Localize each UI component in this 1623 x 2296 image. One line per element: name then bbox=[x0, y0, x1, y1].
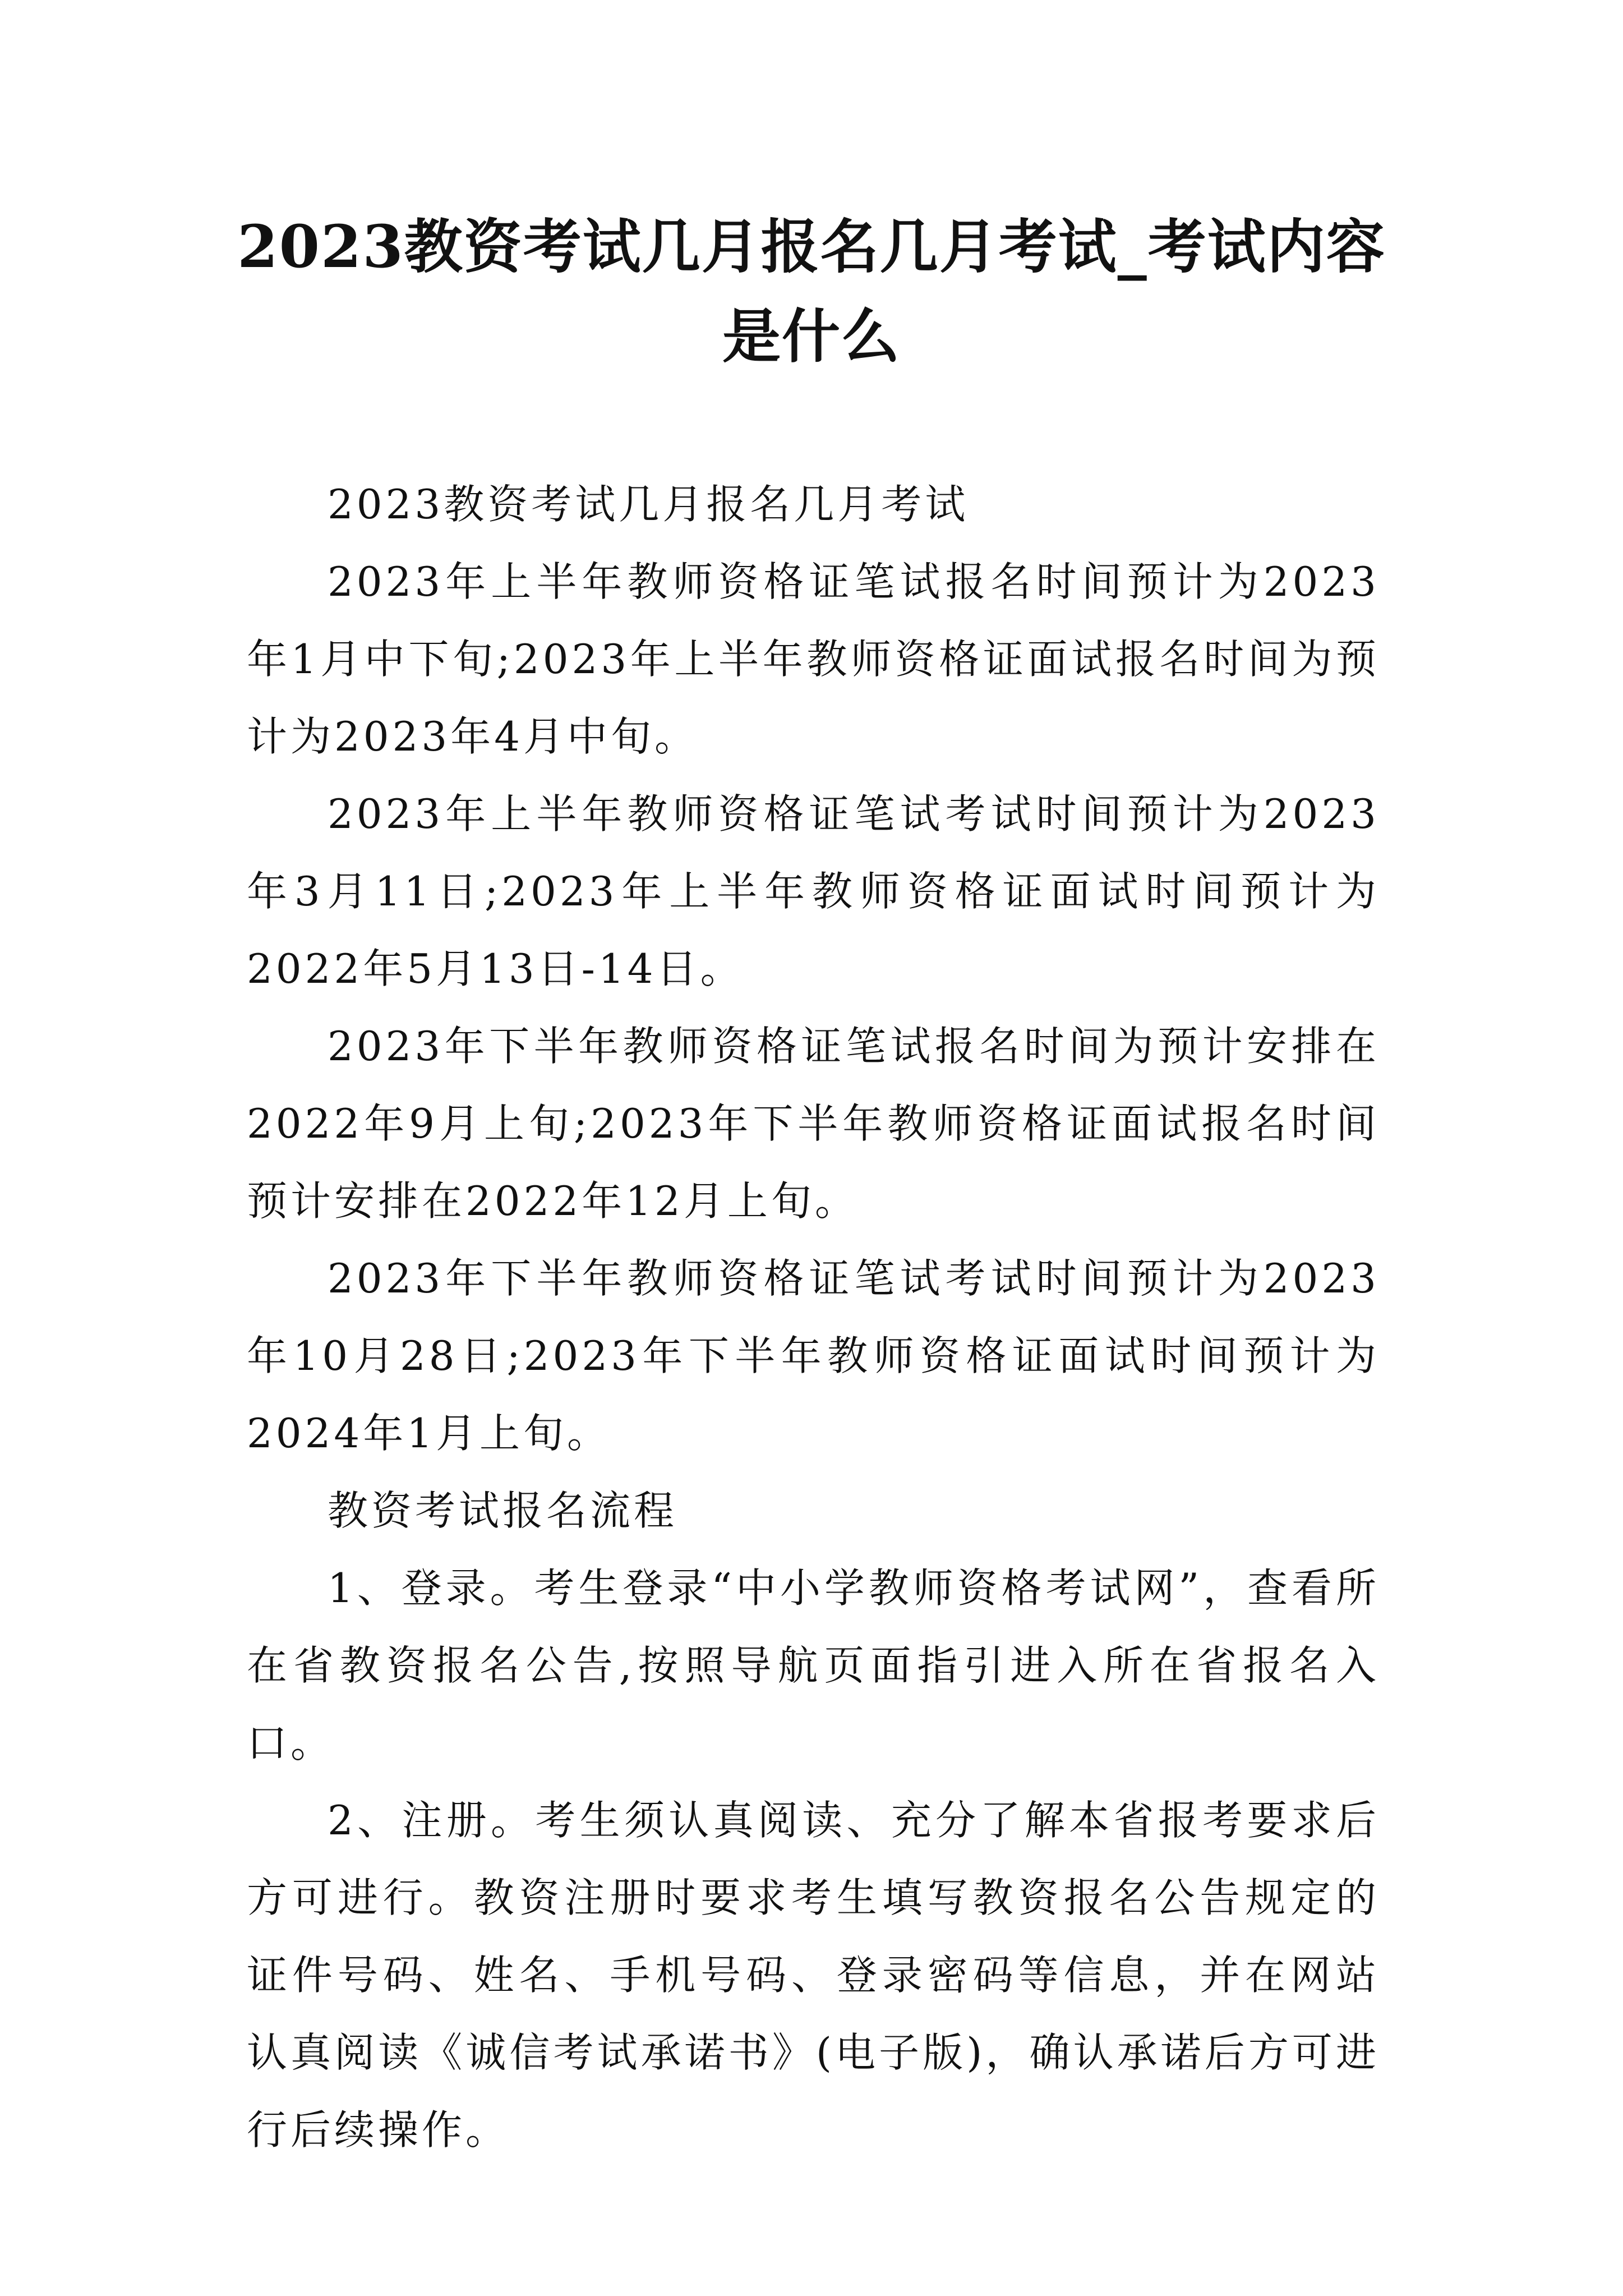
paragraph-step-register: 2、注册。考生须认真阅读、充分了解本省报考要求后方可进行。教资注册时要求考生填写教资报名公告规定的证件号码、姓名、手机号码、登录密码等信息，并在网站认真阅读《诚信考试承诺书》(电子版)，确认承诺后方可进行后续操作。 bbox=[247, 1797, 1380, 2154]
paragraph-first-half-registration: 2023年上半年教师资格证笔试报名时间预计为2023年1月中下旬;2023年上半年教师资格证面试报名时间为预计为2023年4月中旬。 bbox=[247, 558, 1380, 760]
section-heading-schedule: 2023教资考试几月报名几月考试 bbox=[328, 481, 969, 528]
paragraph-second-half-registration: 2023年下半年教师资格证笔试报名时间为预计安排在2022年9月上旬;2023年下半年教师资格证面试报名时间预计安排在2022年12月上旬。 bbox=[247, 1023, 1380, 1225]
paragraph-first-half-exam-dates: 2023年上半年教师资格证笔试考试时间预计为2023年3月11日;2023年上半年教师资格证面试时间预计为2022年5月13日-14日。 bbox=[247, 790, 1380, 992]
paragraph-step-login: 1、登录。考生登录“中小学教师资格考试网”，查看所在省教资报名公告,按照导航页面指引进入所在省报名入口。 bbox=[247, 1565, 1380, 1766]
page-title: 2023教资考试几月报名几月考试_考试内容是什么 bbox=[237, 212, 1386, 371]
section-heading-registration-process: 教资考试报名流程 bbox=[328, 1487, 678, 1534]
paragraph-second-half-exam-dates: 2023年下半年教师资格证笔试考试时间预计为2023年10月28日;2023年下半年教师资格证面试时间预计为2024年1月上旬。 bbox=[247, 1255, 1380, 1457]
document-body bbox=[247, 466, 1380, 2169]
